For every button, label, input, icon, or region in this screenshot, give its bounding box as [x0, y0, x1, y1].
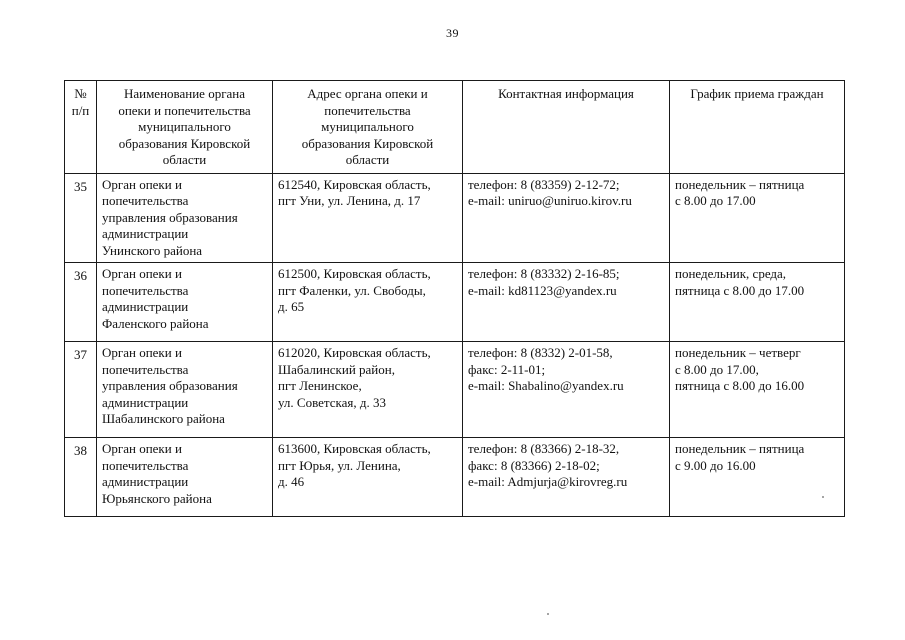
body-address: 612500, Кировская область, пгт Фаленки, ул. Свободы, д. 65	[273, 263, 463, 342]
row-number: 38	[65, 438, 97, 517]
body-schedule: понедельник – четверг с 8.00 до 17.00, пятница с 8.00 до 16.00	[670, 342, 845, 438]
guardianship-bodies-table	[64, 80, 845, 517]
body-address: 612020, Кировская область, Шабалинский район, пгт Ленинское, ул. Советская, д. 33	[273, 342, 463, 438]
page-number: 39	[446, 26, 459, 40]
header-schedule: График приема граждан	[670, 81, 845, 174]
header-name: Наименование органа опеки и попечительства муниципального образования Кировской области	[97, 81, 273, 174]
body-contacts: телефон: 8 (83359) 2-12-72; e-mail: uniruo@uniruo.kirov.ru	[463, 173, 670, 263]
header-number: № п/п	[65, 81, 97, 174]
body-schedule: понедельник, среда, пятница с 8.00 до 17.00	[670, 263, 845, 342]
table-row	[65, 342, 845, 438]
header-address: Адрес органа опеки и попечительства муниципального образования Кировской области	[273, 81, 463, 174]
scan-speck	[822, 496, 824, 498]
table-row	[65, 438, 845, 517]
body-name: Орган опеки и попечительства администрации Юрьянского района	[97, 438, 273, 517]
body-schedule: понедельник – пятница с 9.00 до 16.00	[670, 438, 845, 517]
body-contacts: телефон: 8 (83366) 2-18-32, факс: 8 (83366) 2-18-02; e-mail: Admjurja@kirovreg.ru	[463, 438, 670, 517]
body-contacts: телефон: 8 (83332) 2-16-85; e-mail: kd81123@yandex.ru	[463, 263, 670, 342]
row-number: 36	[65, 263, 97, 342]
table-row	[65, 263, 845, 342]
body-schedule: понедельник – пятница с 8.00 до 17.00	[670, 173, 845, 263]
row-number: 37	[65, 342, 97, 438]
body-name: Орган опеки и попечительства управления образования администрации Шабалинского района	[97, 342, 273, 438]
body-address: 613600, Кировская область, пгт Юрья, ул. Ленина, д. 46	[273, 438, 463, 517]
header-contacts: Контактная информация	[463, 81, 670, 174]
body-name: Орган опеки и попечительства администрации Фаленского района	[97, 263, 273, 342]
body-contacts: телефон: 8 (8332) 2-01-58, факс: 2-11-01; e-mail: Shabalino@yandex.ru	[463, 342, 670, 438]
table-header-row	[65, 81, 845, 174]
body-address: 612540, Кировская область, пгт Уни, ул. Ленина, д. 17	[273, 173, 463, 263]
body-name: Орган опеки и попечительства управления образования администрации Унинского района	[97, 173, 273, 263]
scan-speck	[547, 613, 549, 615]
table-row	[65, 173, 845, 263]
row-number: 35	[65, 173, 97, 263]
